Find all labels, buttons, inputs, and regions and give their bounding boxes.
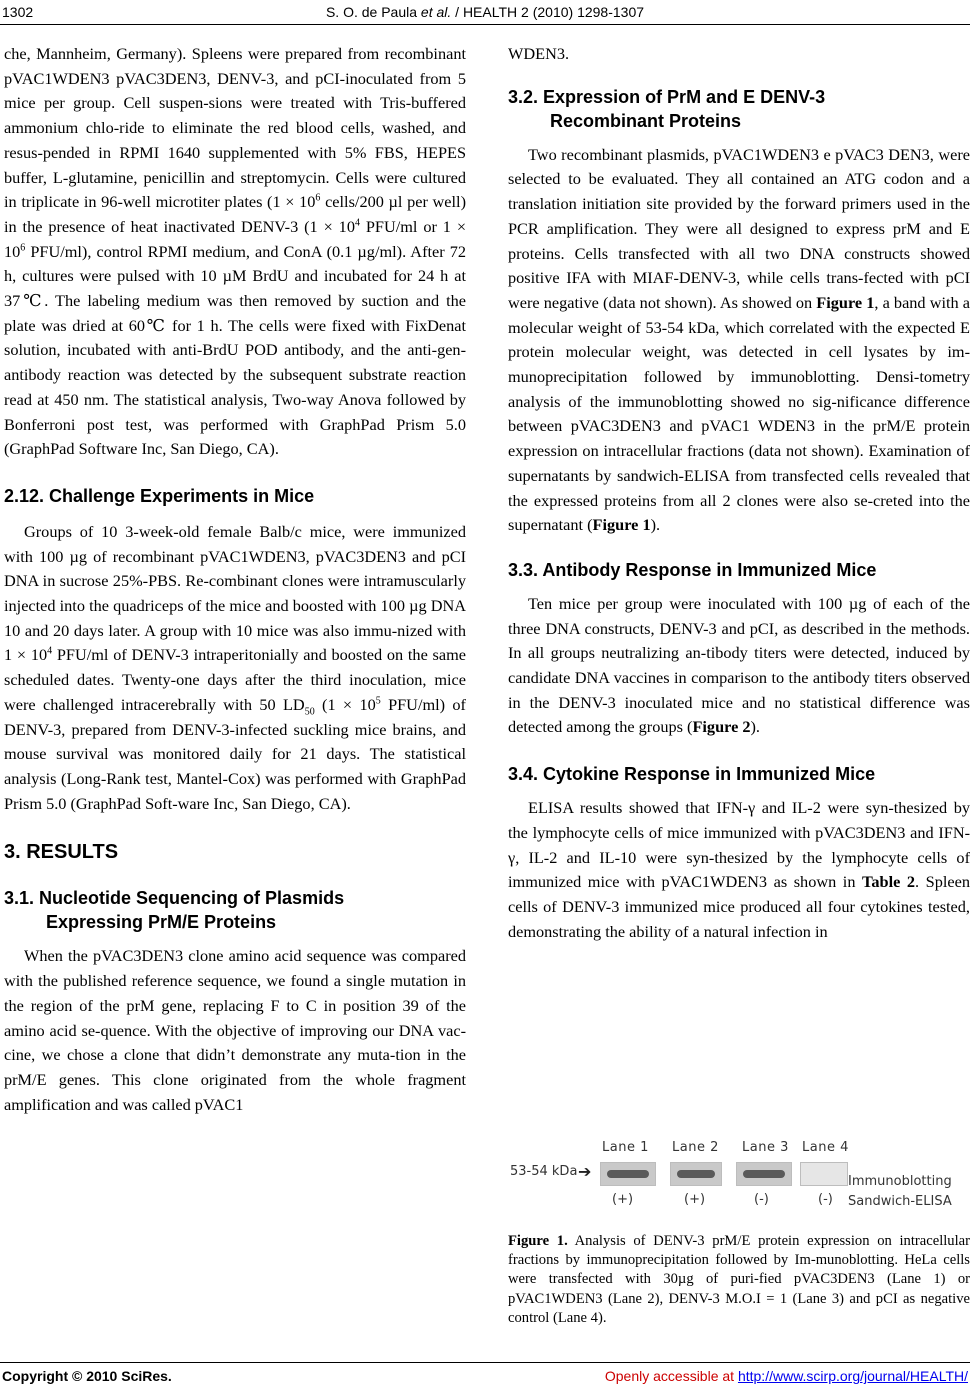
continued-text: WDEN3. bbox=[508, 44, 570, 63]
blot-band-lane-1 bbox=[600, 1162, 656, 1186]
challenge-paragraph: Groups of 10 3-week-old female Balb/c mice, were immunized with 100 µg of recombinant pVAC1WDEN3, pVAC3DEN3 and pCI DNA in sucrose 25%-PBS. Re-combinant clones were intramuscularly injected into the quadriceps of the mice and boosted with 100 µg DNA 10 and 20 days later. A group with 10 mice was also immu-nized with $1 \times 10^4$ PFU/ml of DENV-3 intraperitonially and boosted on the same scheduled dates. Twenty-one days after the third inoculation, mice were challenged intracerebrally with 50 $LD_{50}$ ($1 \times 10^5$ PFU/ml) of DENV-3, prepared from DENV-3-infected suckling mice brains, and mouse survival was monitored daily for 21 days. The statistical analysis (Long-Rank test, Mantel-Cox) was performed with GraphPad Prism 5.0 (GraphPad Soft-ware Inc, San Diego, CA). bbox=[4, 521, 467, 813]
open-access-notice: Openly accessible at http://www.scirp.org/journal/HEALTH/ bbox=[604, 1368, 968, 1384]
copyright-notice: Copyright © 2010 SciRes. bbox=[2, 1368, 172, 1384]
blot-band-lane-4 bbox=[800, 1162, 848, 1186]
legend-sandwich-elisa: Sandwich-ELISA bbox=[848, 1194, 952, 1209]
methods-paragraph-cytokine: che, Mannheim, Germany). Spleens were prepared from recombinant pVAC1WDEN3 pVAC3DEN3, DENV-3, and pCI-inoculated from 5 mice per group. Cell suspen-sions were treated with Tris-buffered ammonium chlo-ride to eliminate the red blood cells, washed, and resus-pended in RPMI 1640 supplemented with 5% FBS, HEPES buffer, L-glutamine, penicillin and streptomycin. Cells were cultured in triplicate in 96-well microtiter plates ($1 \times 10^6$ cells/200 µl per well) in the presence of heat inactivated DENV-3 ($1 \times 10^4$ PFU/ml or $1 \times 10^6$ PFU/ml), control RPMI medium, and ConA (0.1 µg/ml). After 72 h, cultures were pulsed with 10 µM BrdU and incubated for 24 h at 37℃. The labeling medium was then removed by suction and the plate was dried at 60℃ for 1 h. The cells were fixed with FixDenat solution, incubated with anti-BrdU POD antibody, and the anti-gen-antibody reaction was detected by the subsequent substrate reaction read at 450 nm. The statistical analysis, Two-way Anova followed by Bonferroni post test, was performed with GraphPad Prism 5.0 (GraphPad Software Inc, San Diego, CA). bbox=[4, 44, 467, 459]
section-heading-3-2: 3.2. Expression of PrM and E DENV-3 Recombinant Proteins bbox=[508, 86, 826, 131]
page-number: 1302 bbox=[2, 4, 34, 20]
blot-band-lane-3 bbox=[736, 1162, 792, 1186]
figure-1-blot bbox=[508, 1140, 970, 1214]
figure-1-caption: Figure 1. Analysis of DENV-3 prM/E protein expression on intracellular fractions by immunoprecipitation followed by Im-munoblotting. HeLa cells were transfected with 30µg of puri-fied pVAC3DEN3 (Lane 1) or pVAC1WDEN3 (Lane 2), DENV-3 M.O.I = 1 (Lane 3) and pCI as negative control (Lane 4). bbox=[508, 1233, 970, 1326]
lane-2-result: (+) bbox=[684, 1192, 706, 1207]
antibody-paragraph: Ten mice per group were inoculated with 100 µg of each of the three DNA constructs, DENV-3 and pCI, as described in the methods. In all groups neutralizing an-tibody titers were detected, induced by candidate DNA vaccines in comparison to the antibody titers observed in the DENV-3 inoculated mice and no statistical difference was detected among the groups (Figure 2). bbox=[508, 593, 970, 737]
right-column bbox=[508, 42, 970, 944]
section-heading-3-1: 3.1. Nucleotide Sequencing of Plasmids Expressing PrM/E Proteins bbox=[4, 888, 345, 933]
journal-url-link[interactable]: http://www.scirp.org/journal/HEALTH/ bbox=[737, 1368, 968, 1384]
lane-3-result: (-) bbox=[754, 1192, 769, 1207]
section-heading-3-4: 3.4. Cytokine Response in Immunized Mice bbox=[508, 764, 876, 785]
expression-paragraph: Two recombinant plasmids, pVAC1WDEN3 e pVAC3 DEN3, were selected to be evaluated. They all contained an ATG codon and a translation initiation site provided by the forward primers used in the PCR amplification. They were all designed to express prM and E proteins. Cells transfected with all two DNA constructs showed positive IFA with MIAF-DENV-3, while cells trans-fected with pCI were negative (data not shown). As showed on Figure 1, a band with a molecular weight of 53-54 kDa, which correlated with the expected E protein molecular weight, was detected in cell lysates by im-munoprecipitation followed by immunoblotting. Densi-tometry analysis of the immunoblotting showed no sig-nificance difference between pVAC3DEN3 and pVAC1 WDEN3 in the prM/E protein expression on intracellular fractions (data not shown). Examination of supernatants by sandwich-ELISA from transfected cells revealed that the expressed proteins from all 2 clones were also se-creted into the supernatant (Figure 1). bbox=[508, 144, 970, 535]
lane-4-label: Lane 4 bbox=[802, 1140, 849, 1155]
left-column bbox=[4, 42, 466, 1117]
kda-marker: 53-54 kDa bbox=[510, 1164, 578, 1179]
page-footer bbox=[0, 1362, 970, 1388]
lane-3-label: Lane 3 bbox=[742, 1140, 789, 1155]
section-heading-2-12: 2.12. Challenge Experiments in Mice bbox=[4, 485, 315, 506]
legend-immunoblotting: Immunoblotting bbox=[848, 1174, 952, 1189]
header-rule bbox=[0, 24, 970, 25]
section-heading-3-3: 3.3. Antibody Response in Immunized Mice bbox=[508, 559, 877, 580]
figure-1-ref-2: Figure 1 bbox=[592, 515, 651, 535]
lane-4-result: (-) bbox=[818, 1192, 833, 1207]
sequencing-paragraph: When the pVAC3DEN3 clone amino acid sequence was compared with the published reference sequence, we found a single mutation in the region of the prM gene, replacing F to C in position 39 of the amino acid se-quence. With the objective of improving our DNA vac-cine, we chose a clone that didn’t demonstrate any muta-tion in the prM/E genes. This clone originated from the whole fragment amplification and was called pVAC1 bbox=[4, 946, 466, 1114]
arrow-right-icon: ➔ bbox=[578, 1164, 592, 1181]
footer-rule bbox=[0, 1362, 970, 1363]
table-2-ref: Table 2 bbox=[862, 872, 916, 892]
lane-1-label: Lane 1 bbox=[602, 1140, 649, 1155]
blot-band-lane-2 bbox=[670, 1162, 722, 1186]
cytokine-paragraph: ELISA results showed that IFN-γ and IL-2 were syn-thesized by the lymphocyte cells of mice immunized with pVAC3DEN3 and IFN-γ, IL-2 and IL-10 were syn-thesized by the lymphocyte cells of immunized mice with pVAC1WDEN3 as shown in Table 2. Spleen cells of DENV-3 immunized mice produced all four cytokines tested, demonstrating the ability of a natural infection in bbox=[508, 798, 970, 941]
lane-2-label: Lane 2 bbox=[672, 1140, 719, 1155]
figure-2-ref: Figure 2 bbox=[692, 717, 751, 737]
running-title: S. O. de Paula et al. / HEALTH 2 (2010) 1298-1307 bbox=[325, 4, 645, 20]
section-heading-results: 3. RESULTS bbox=[4, 841, 119, 864]
figure-1-ref: Figure 1 bbox=[816, 292, 875, 312]
page-header bbox=[0, 0, 970, 26]
lane-1-result: (+) bbox=[612, 1192, 634, 1207]
